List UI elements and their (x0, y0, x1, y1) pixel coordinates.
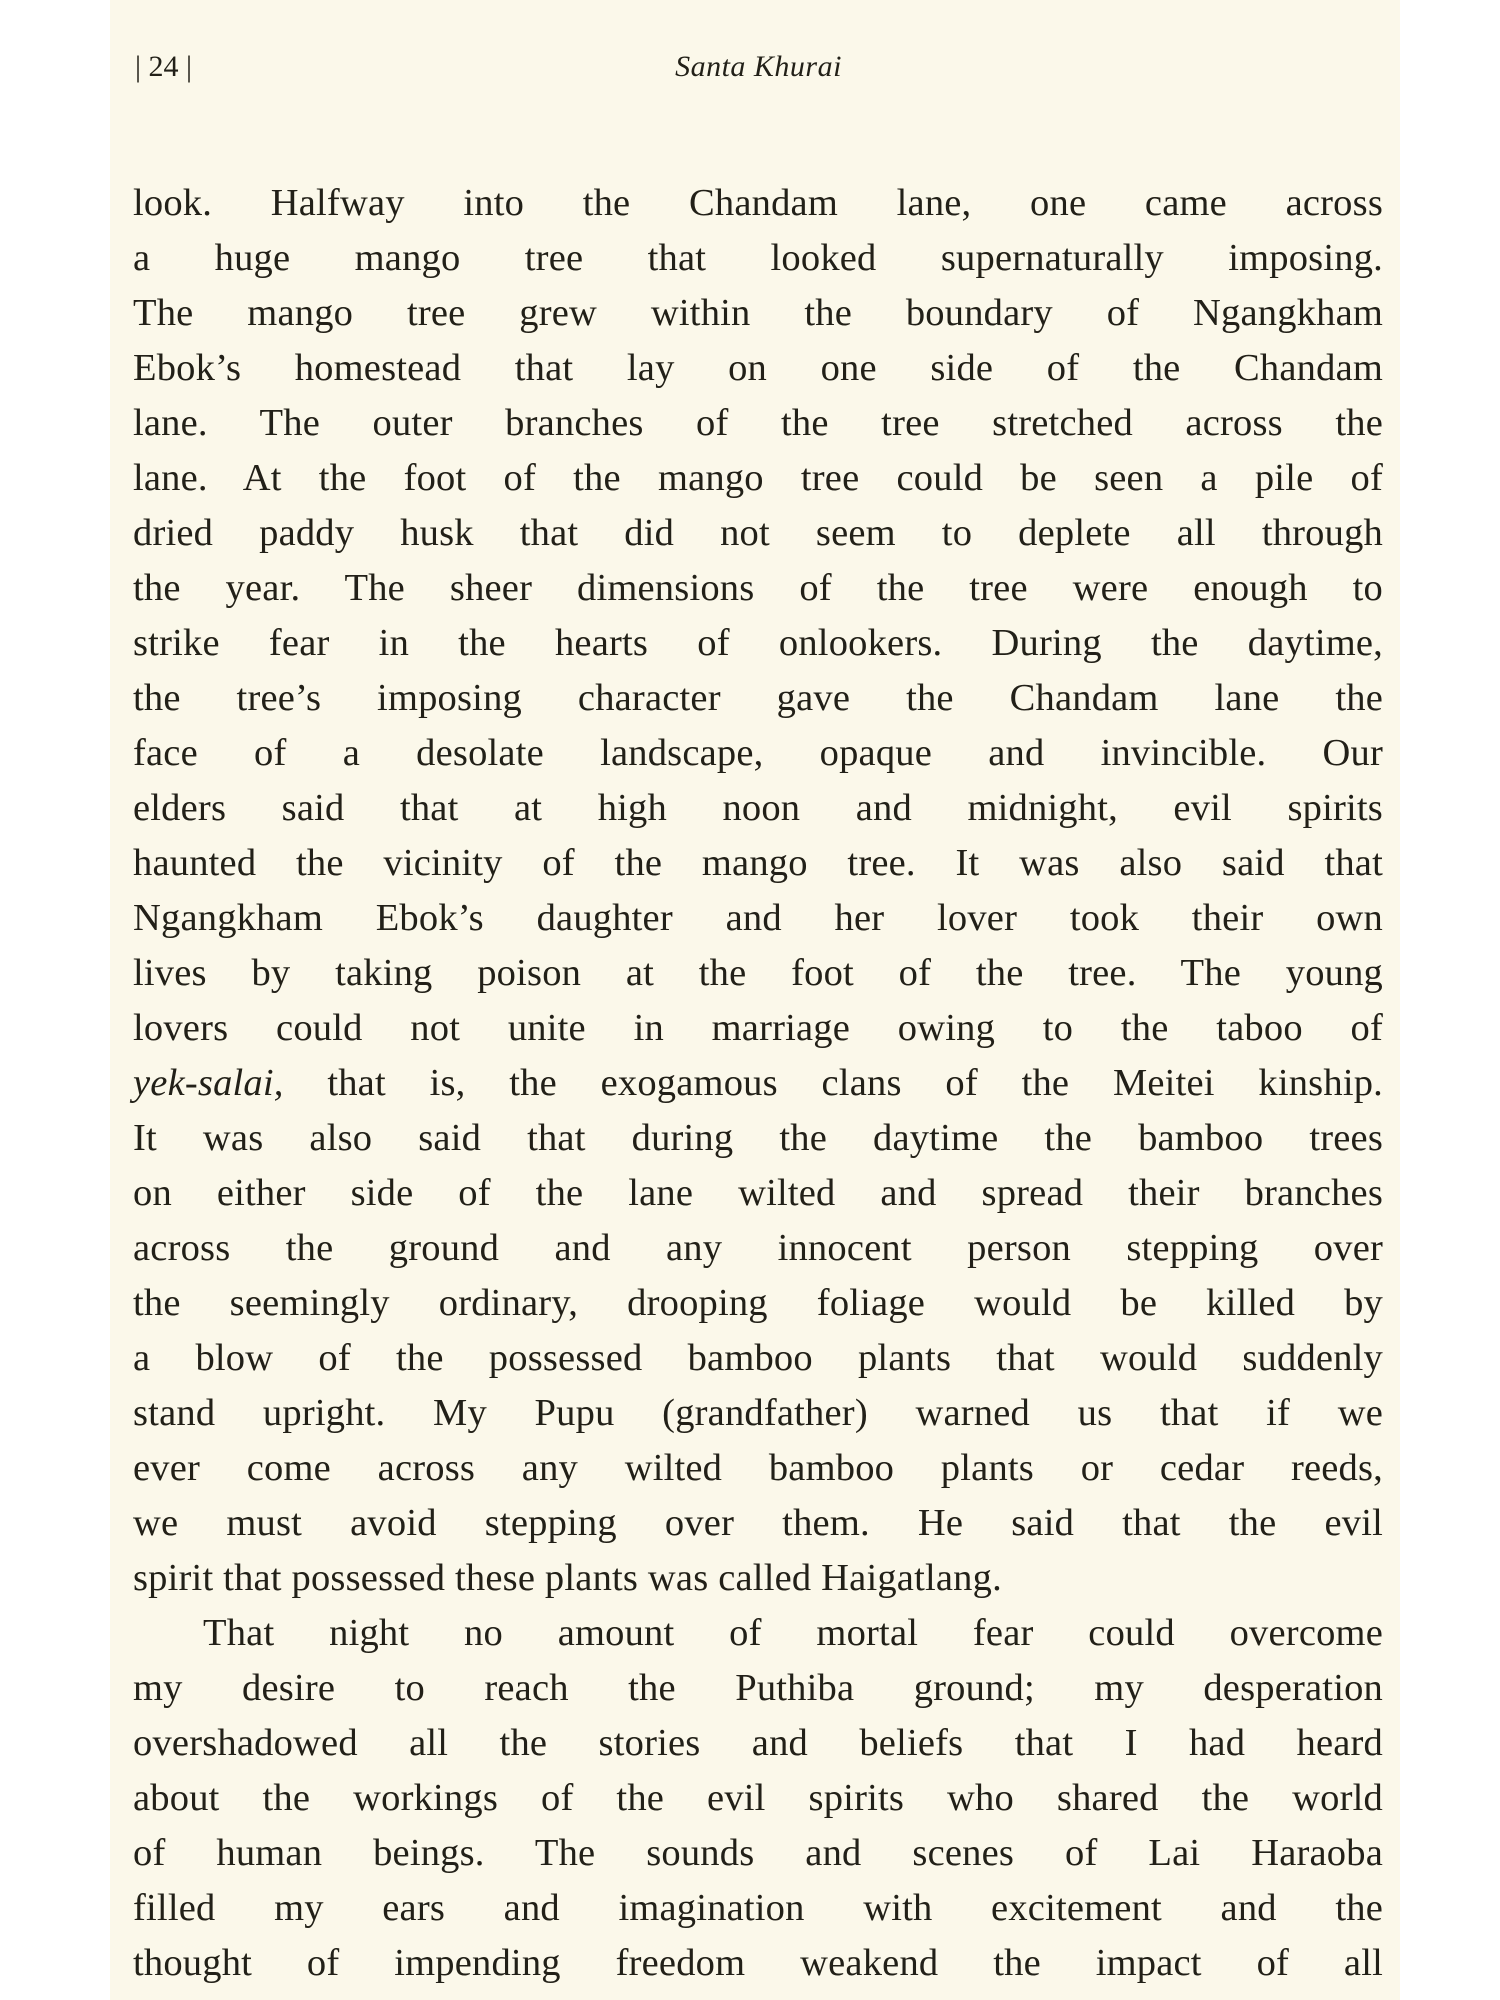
text-line: about the workings of the evil spirits who shared the world (133, 1777, 1383, 1819)
paragraph-last-line: spirit that possessed these plants was called Haigatlang. (133, 1557, 1002, 1599)
text-line: Ngangkham Ebok’s daughter and her lover took their own (133, 897, 1383, 939)
book-page (110, 0, 1400, 2000)
text-line: strike fear in the hearts of onlookers. During the daytime, (133, 622, 1383, 664)
text-line: a blow of the possessed bamboo plants that would suddenly (133, 1337, 1383, 1379)
text-line: we must avoid stepping over them. He said that the evil (133, 1502, 1383, 1544)
running-head (135, 46, 1382, 88)
running-title: Santa Khurai (675, 50, 842, 83)
text-line: the tree’s imposing character gave the Chandam lane the (133, 677, 1383, 719)
text-line: haunted the vicinity of the mango tree. It was also said that (133, 842, 1383, 884)
text-line: lane. At the foot of the mango tree could be seen a pile of (133, 457, 1383, 499)
text-line: lane. The outer branches of the tree stretched across the (133, 402, 1383, 444)
text-line: the year. The sheer dimensions of the tree were enough to (133, 567, 1383, 609)
text-line-with-italic-term (133, 1056, 1383, 1111)
text-line: on either side of the lane wilted and spread their branches (133, 1172, 1383, 1214)
text-line: across the ground and any innocent person stepping over (133, 1227, 1383, 1269)
text-line: dried paddy husk that did not seem to deplete all through (133, 512, 1383, 554)
text-line: Ebok’s homestead that lay on one side of the Chandam (133, 347, 1383, 389)
text-line: ever come across any wilted bamboo plants or cedar reeds, (133, 1447, 1383, 1489)
text-line: thought of impending freedom weakend the impact of all (133, 1942, 1383, 1984)
text-line-rest: that is, the exogamous clans of the Meitei kinship. (283, 1062, 1383, 1104)
text-line: filled my ears and imagination with excitement and the (133, 1887, 1383, 1929)
text-line: lovers could not unite in marriage owing to the taboo of (133, 1007, 1383, 1049)
text-line: look. Halfway into the Chandam lane, one came across (133, 182, 1383, 224)
paragraph-first-line: That night no amount of mortal fear could overcome (203, 1612, 1383, 1654)
italic-term: yek-salai, (133, 1062, 284, 1104)
text-line: lives by taking poison at the foot of the tree. The young (133, 952, 1383, 994)
text-line: my desire to reach the Puthiba ground; my desperation (133, 1667, 1383, 1709)
text-line: the seemingly ordinary, drooping foliage would be killed by (133, 1282, 1383, 1324)
text-line: The mango tree grew within the boundary of Ngangkham (133, 292, 1383, 334)
text-line: elders said that at high noon and midnight, evil spirits (133, 787, 1383, 829)
text-line: of human beings. The sounds and scenes of Lai Haraoba (133, 1832, 1383, 1874)
text-line: a huge mango tree that looked supernaturally imposing. (133, 237, 1383, 279)
page-number: | 24 | (135, 50, 193, 83)
text-line: It was also said that during the daytime the bamboo trees (133, 1117, 1383, 1159)
text-line: face of a desolate landscape, opaque and invincible. Our (133, 732, 1383, 774)
text-line: overshadowed all the stories and beliefs that I had heard (133, 1722, 1383, 1764)
body-text (133, 176, 1383, 1991)
text-line: stand upright. My Pupu (grandfather) warned us that if we (133, 1392, 1383, 1434)
